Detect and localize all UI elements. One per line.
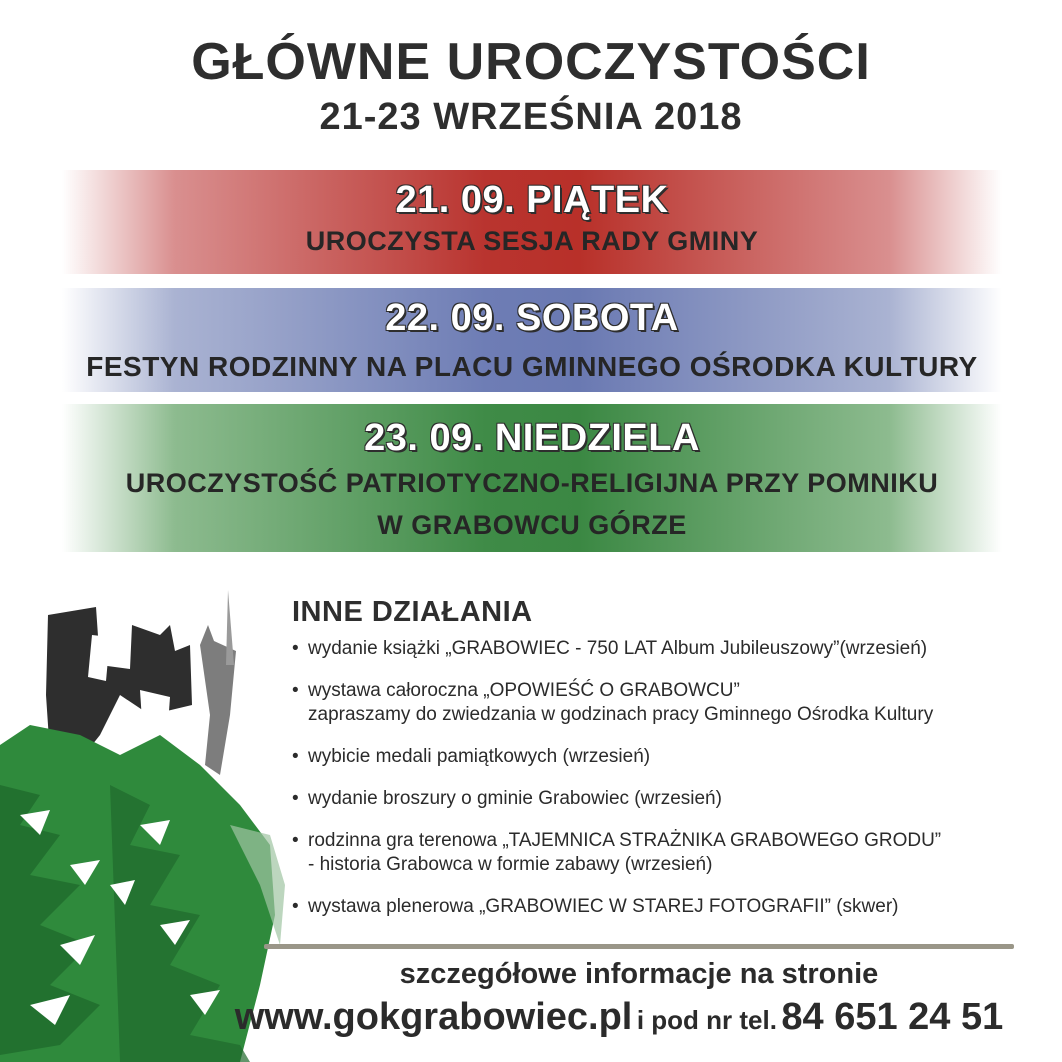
list-item-text: wystawa plenerowa „GRABOWIEC W STAREJ FOTOGRAFII” (skwer) (308, 896, 899, 917)
phone-prefix: i pod nr tel. (636, 1005, 777, 1035)
contact-line (214, 996, 1024, 1039)
day-heading: 22. 09. SOBOTA (385, 297, 679, 339)
day-description: FESTYN RODZINNY NA PLACU GMINNEGO OŚRODKA KULTURY (86, 351, 978, 382)
day-heading: 23. 09. NIEDZIELA (364, 417, 700, 459)
bullet: • (292, 896, 299, 917)
list-item-text: wydanie książki „GRABOWIEC - 750 LAT Album Jubileuszowy”(wrzesień) (308, 638, 928, 659)
list-item (292, 895, 1032, 919)
list-item-text-line2: - historia Grabowca w formie zabawy (wrzesień) (308, 854, 713, 875)
day-band-friday (62, 170, 1002, 274)
page-subtitle-dates: 21-23 WRZEŚNIA 2018 (319, 96, 743, 138)
day-band-sunday (62, 404, 1002, 552)
bullet: • (292, 746, 299, 767)
list-item (292, 637, 1032, 661)
list-item-text-line2: zapraszamy do zwiedzania w godzinach pracy Gminnego Ośrodka Kultury (308, 704, 934, 725)
list-item-text: rodzinna gra terenowa „TAJEMNICA STRAŻNIKA GRABOWEGO GRODU” (308, 830, 942, 851)
list-item (292, 787, 1032, 811)
list-item-text: wystawa całoroczna „OPOWIEŚĆ O GRABOWCU” (308, 680, 740, 701)
day-description: UROCZYSTA SESJA RADY GMINY (305, 226, 759, 256)
castle-ruins-illustration (0, 585, 290, 1062)
divider (264, 944, 1014, 949)
list-item (292, 679, 1032, 727)
list-item-text: wybicie medali pamiątkowych (wrzesień) (308, 746, 651, 767)
day-heading: 21. 09. PIĄTEK (395, 179, 669, 221)
bullet: • (292, 638, 299, 659)
day-description: UROCZYSTOŚĆ PATRIOTYCZNO-RELIGIJNA PRZY POMNIKU (125, 468, 939, 498)
other-activities-title: INNE DZIAŁANIA (292, 596, 533, 628)
list-item (292, 745, 1032, 769)
bullet: • (292, 788, 299, 809)
bullet: • (292, 680, 299, 701)
list-item (292, 829, 1032, 877)
day-band-saturday (62, 288, 1002, 392)
other-activities-section (292, 596, 1032, 937)
list-item-text: wydanie broszury o gminie Grabowiec (wrzesień) (308, 788, 722, 809)
phone-number: 84 651 24 51 (781, 996, 1004, 1038)
day-description-line2: W GRABOWCU GÓRZE (377, 510, 687, 540)
bullet: • (292, 830, 299, 851)
info-text: szczegółowe informacje na stronie (399, 958, 879, 990)
website-link[interactable]: www.gokgrabowiec.pl (234, 996, 633, 1038)
page-title: GŁÓWNE UROCZYSTOŚCI (191, 33, 871, 91)
